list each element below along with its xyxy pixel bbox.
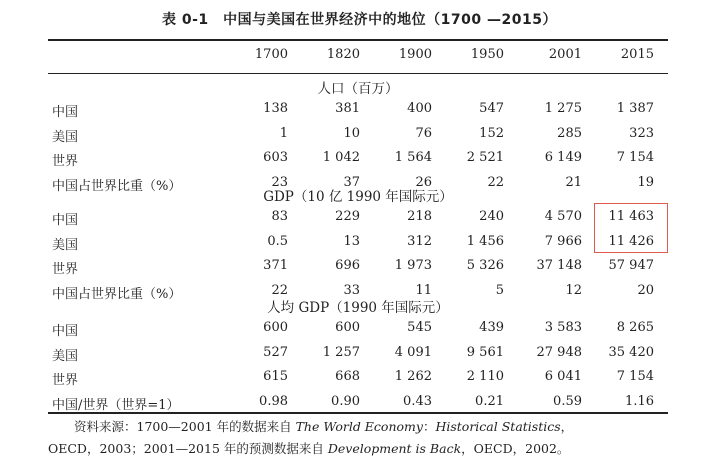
table-cell: 696 xyxy=(335,258,360,273)
table-cell: 1 042 xyxy=(322,150,360,165)
table-cell: 615 xyxy=(263,369,288,384)
table-cell: 0.98 xyxy=(259,393,288,409)
source-note-line-2: OECD，2003；2001—2015 年的预测数据来自 Development is Back，OECD，2002。 xyxy=(48,441,570,456)
table-cell: 7 154 xyxy=(616,369,654,384)
table-cell: 5 326 xyxy=(466,258,504,273)
table-cell: 8 265 xyxy=(616,320,654,335)
table-cell: 400 xyxy=(407,101,432,116)
table-cell: 7 154 xyxy=(616,150,654,165)
table-cell: 4 570 xyxy=(544,209,582,224)
table-cell: 1 973 xyxy=(394,258,432,273)
row-label: 中国 xyxy=(52,213,79,228)
table-cell: 27 948 xyxy=(536,344,582,360)
table-cell: 1 257 xyxy=(322,344,360,360)
table-cell: 1 387 xyxy=(616,101,654,116)
table-cell: 1 564 xyxy=(394,150,432,165)
table-cell: 76 xyxy=(415,125,432,141)
table-cell: 10 xyxy=(343,125,360,141)
table-cell: 1 275 xyxy=(544,101,582,116)
source-note-line-1: 资料来源：1700—2001 年的数据来自 The World Economy：Historical Statistics， xyxy=(74,419,574,434)
bottom-rule xyxy=(48,412,668,414)
table-cell: 381 xyxy=(335,101,360,116)
table-cell: 11 xyxy=(415,282,432,298)
table-cell: 13 xyxy=(343,233,360,249)
row-label: 中国占世界比重（%） xyxy=(52,286,182,302)
top-rule xyxy=(48,39,668,41)
table-cell: 4 091 xyxy=(394,344,432,360)
year-header-row xyxy=(48,47,668,67)
table-cell: 603 xyxy=(263,150,288,165)
table-cell: 527 xyxy=(263,344,288,360)
table-cell: 7 966 xyxy=(544,233,582,249)
table-cell: 229 xyxy=(335,209,360,224)
year-header: 2015 xyxy=(620,47,654,62)
table-cell: 371 xyxy=(263,258,288,273)
table-cell: 439 xyxy=(479,320,504,335)
year-header: 1820 xyxy=(326,47,360,62)
section-heading: GDP（10 亿 1990 年国际元） xyxy=(263,189,453,205)
table-cell: 0.5 xyxy=(267,233,288,249)
table-cell: 2 110 xyxy=(466,369,504,384)
table-cell: 545 xyxy=(407,320,432,335)
table-cell: 20 xyxy=(637,282,654,298)
year-header: 1950 xyxy=(470,47,504,62)
table-cell: 600 xyxy=(263,320,288,335)
table-cell: 1.16 xyxy=(625,393,654,409)
table-cell: 600 xyxy=(335,320,360,335)
year-header: 1900 xyxy=(398,47,432,62)
table-title: 表 0-1 中国与美国在世界经济中的地位（1700 —2015） xyxy=(162,12,557,28)
table-cell: 2 521 xyxy=(466,150,504,165)
row-label: 中国 xyxy=(52,324,79,339)
header-rule xyxy=(48,73,668,74)
table-cell: 37 148 xyxy=(536,258,582,273)
table-cell: 6 149 xyxy=(544,150,582,165)
table-cell: 35 420 xyxy=(608,344,654,360)
row-label: 中国 xyxy=(52,105,79,120)
table-cell: 1 262 xyxy=(394,369,432,384)
row-label: 美国 xyxy=(52,348,79,364)
table-cell: 312 xyxy=(407,233,432,249)
row-label: 美国 xyxy=(52,237,79,253)
table-cell: 5 xyxy=(495,282,504,298)
row-label: 美国 xyxy=(52,129,79,145)
table-cell: 323 xyxy=(629,125,654,141)
table-cell: 152 xyxy=(479,125,504,141)
table-cell: 1 456 xyxy=(466,233,504,249)
table-cell: 240 xyxy=(479,209,504,224)
table-cell: 22 xyxy=(271,282,288,298)
table-cell: 22 xyxy=(487,174,504,190)
table-cell: 218 xyxy=(407,209,432,224)
table-cell: 0.90 xyxy=(331,393,360,409)
year-header: 1700 xyxy=(254,47,288,62)
table-cell: 9 561 xyxy=(466,344,504,360)
section-heading: 人均 GDP（1990 年国际元） xyxy=(267,300,449,316)
table-cell: 11 463 xyxy=(608,209,654,224)
row-label: 中国占世界比重（%） xyxy=(52,178,182,194)
table-cell: 668 xyxy=(335,369,360,384)
highlight-box xyxy=(594,203,668,253)
table-cell: 37 xyxy=(343,174,360,190)
table-cell: 1 xyxy=(279,125,288,141)
row-label: 世界 xyxy=(52,373,79,388)
row-label: 世界 xyxy=(52,154,79,169)
table-cell: 3 583 xyxy=(544,320,582,335)
year-header: 2001 xyxy=(548,47,582,62)
table-cell: 11 426 xyxy=(608,233,654,249)
table-cell: 547 xyxy=(479,101,504,116)
table-cell: 33 xyxy=(343,282,360,298)
table-cell: 19 xyxy=(637,174,654,190)
table-cell: 0.21 xyxy=(475,393,504,409)
section-heading: 人口（百万） xyxy=(317,81,399,97)
table-cell: 138 xyxy=(263,101,288,116)
table-cell: 21 xyxy=(565,174,582,190)
table-cell: 285 xyxy=(557,125,582,141)
table-cell: 12 xyxy=(565,282,582,298)
table-cell: 26 xyxy=(415,174,432,190)
row-label: 中国/世界（世界=1） xyxy=(52,397,180,413)
row-label: 世界 xyxy=(52,262,79,277)
table-cell: 0.59 xyxy=(553,393,582,409)
table-cell: 83 xyxy=(271,209,288,224)
table-cell: 6 041 xyxy=(544,369,582,384)
table-cell: 0.43 xyxy=(403,393,432,409)
table-cell: 57 947 xyxy=(608,258,654,273)
table-cell: 23 xyxy=(271,174,288,190)
